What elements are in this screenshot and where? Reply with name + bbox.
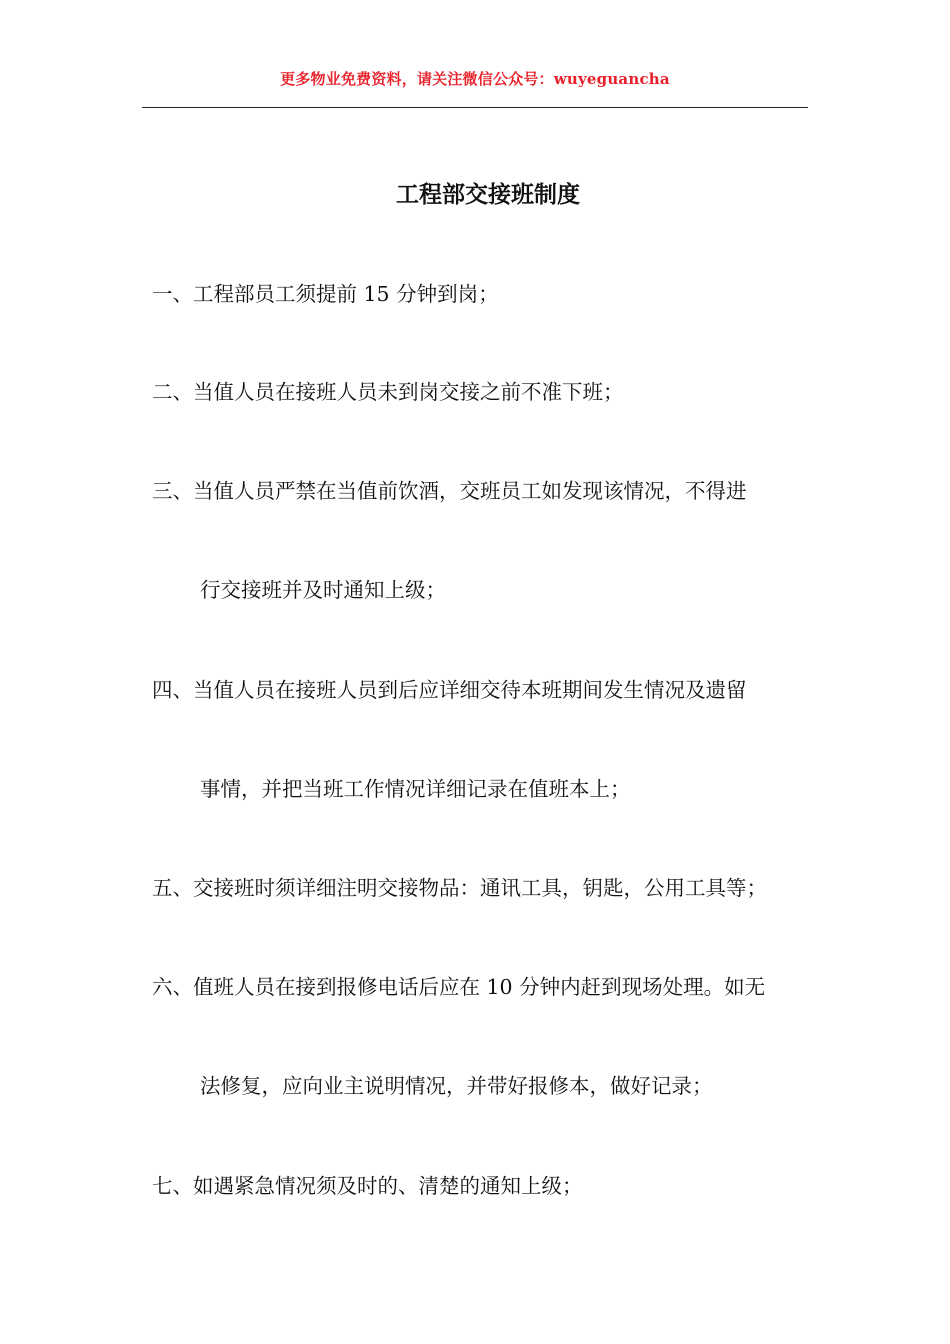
header-divider — [142, 107, 808, 108]
clause-7-line-1: 七、如遇紧急情况须及时的、清楚的通知上级； — [152, 1174, 583, 1198]
header-note: 更多物业免费资料，请关注微信公众号：wuyeguancha — [280, 70, 670, 88]
clause-3-line-2: 行交接班并及时通知上级； — [200, 578, 446, 602]
clause-1-line-1: 一、工程部员工须提前 15 分钟到岗； — [152, 282, 499, 306]
clause-2-line-1: 二、当值人员在接班人员未到岗交接之前不准下班； — [152, 380, 624, 404]
clause-4-line-1: 四、当值人员在接班人员到后应详细交待本班期间发生情况及遗留 — [152, 678, 747, 702]
document-title: 工程部交接班制度 — [396, 181, 580, 208]
clause-3-line-1: 三、当值人员严禁在当值前饮酒，交班员工如发现该情况，不得进 — [152, 479, 747, 503]
clause-6-line-1: 六、值班人员在接到报修电话后应在 10 分钟内赶到现场处理。如无 — [152, 975, 766, 999]
clause-4-line-2: 事情，并把当班工作情况详细记录在值班本上； — [200, 777, 631, 801]
clause-6-line-2: 法修复，应向业主说明情况，并带好报修本，做好记录； — [200, 1074, 713, 1098]
clause-5-line-1: 五、交接班时须详细注明交接物品：通讯工具，钥匙，公用工具等； — [152, 876, 767, 900]
